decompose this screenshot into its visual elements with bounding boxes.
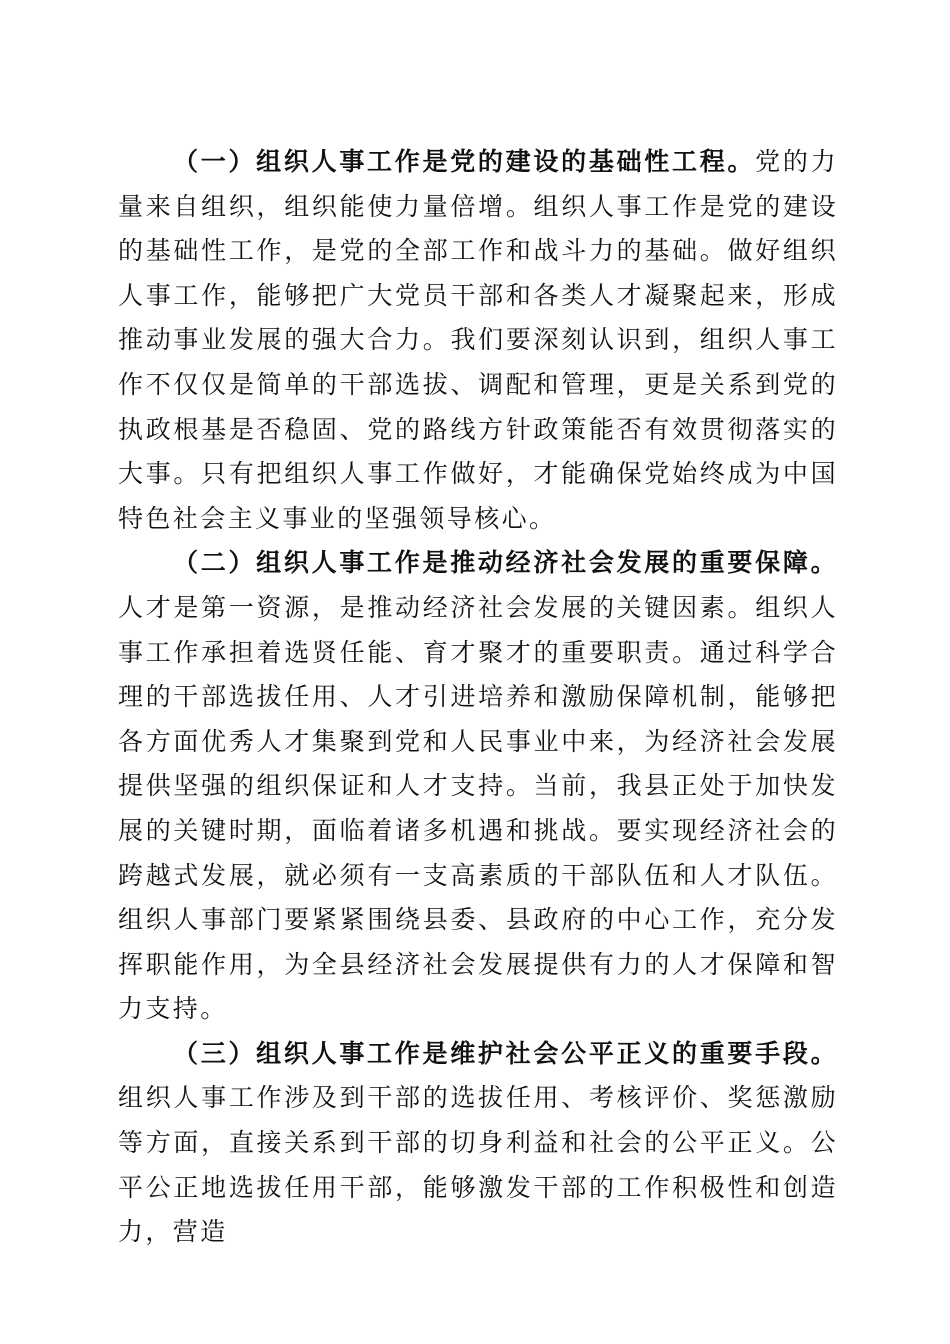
paragraph-3-heading: （三）组织人事工作是维护社会公平正义的重要手段。 — [173, 1038, 838, 1068]
paragraph-1-heading: （一）组织人事工作是党的建设的基础性工程。 — [173, 147, 756, 176]
document-body — [118, 140, 838, 1255]
paragraph-1 — [118, 140, 838, 541]
paragraph-2 — [118, 541, 838, 1032]
paragraph-2-text: 人才是第一资源，是推动经济社会发展的关键因素。组织人事工作承担着选贤任能、育才聚才的重要职责。通过科学合理的干部选拔任用、人才引进培养和激励保障机制，能够把各方面优秀人才集聚到党和人民事业中来，为经济社会发展提供坚强的组织保证和人才支持。当前，我县正处于加快发展的关键时期，面临着诸多机遇和挑战。要实现经济社会的跨越式发展，就必须有一支高素质的干部队伍和人才队伍。组织人事部门要紧紧围绕县委、县政府的中心工作，充分发挥职能作用，为全县经济社会发展提供有力的人才保障和智力支持。 — [118, 592, 838, 1024]
paragraph-3-text: 组织人事工作涉及到干部的选拔任用、考核评价、奖惩激励等方面，直接关系到干部的切身利益和社会的公平正义。公平公正地选拔任用干部，能够激发干部的工作积极性和创造力，营造 — [118, 1083, 838, 1247]
paragraph-1-text: 党的力量来自组织，组织能使力量倍增。组织人事工作是党的建设的基础性工作，是党的全部工作和战斗力的基础。做好组织人事工作，能够把广大党员干部和各类人才凝聚起来，形成推动事业发展的强大合力。我们要深刻认识到，组织人事工作不仅仅是简单的干部选拔、调配和管理，更是关系到党的执政根基是否稳固、党的路线方针政策能否有效贯彻落实的大事。只有把组织人事工作做好，才能确保党始终成为中国特色社会主义事业的坚强领导核心。 — [118, 147, 838, 533]
paragraph-2-heading: （二）组织人事工作是推动经济社会发展的重要保障。 — [173, 548, 838, 578]
paragraph-3 — [118, 1032, 838, 1255]
